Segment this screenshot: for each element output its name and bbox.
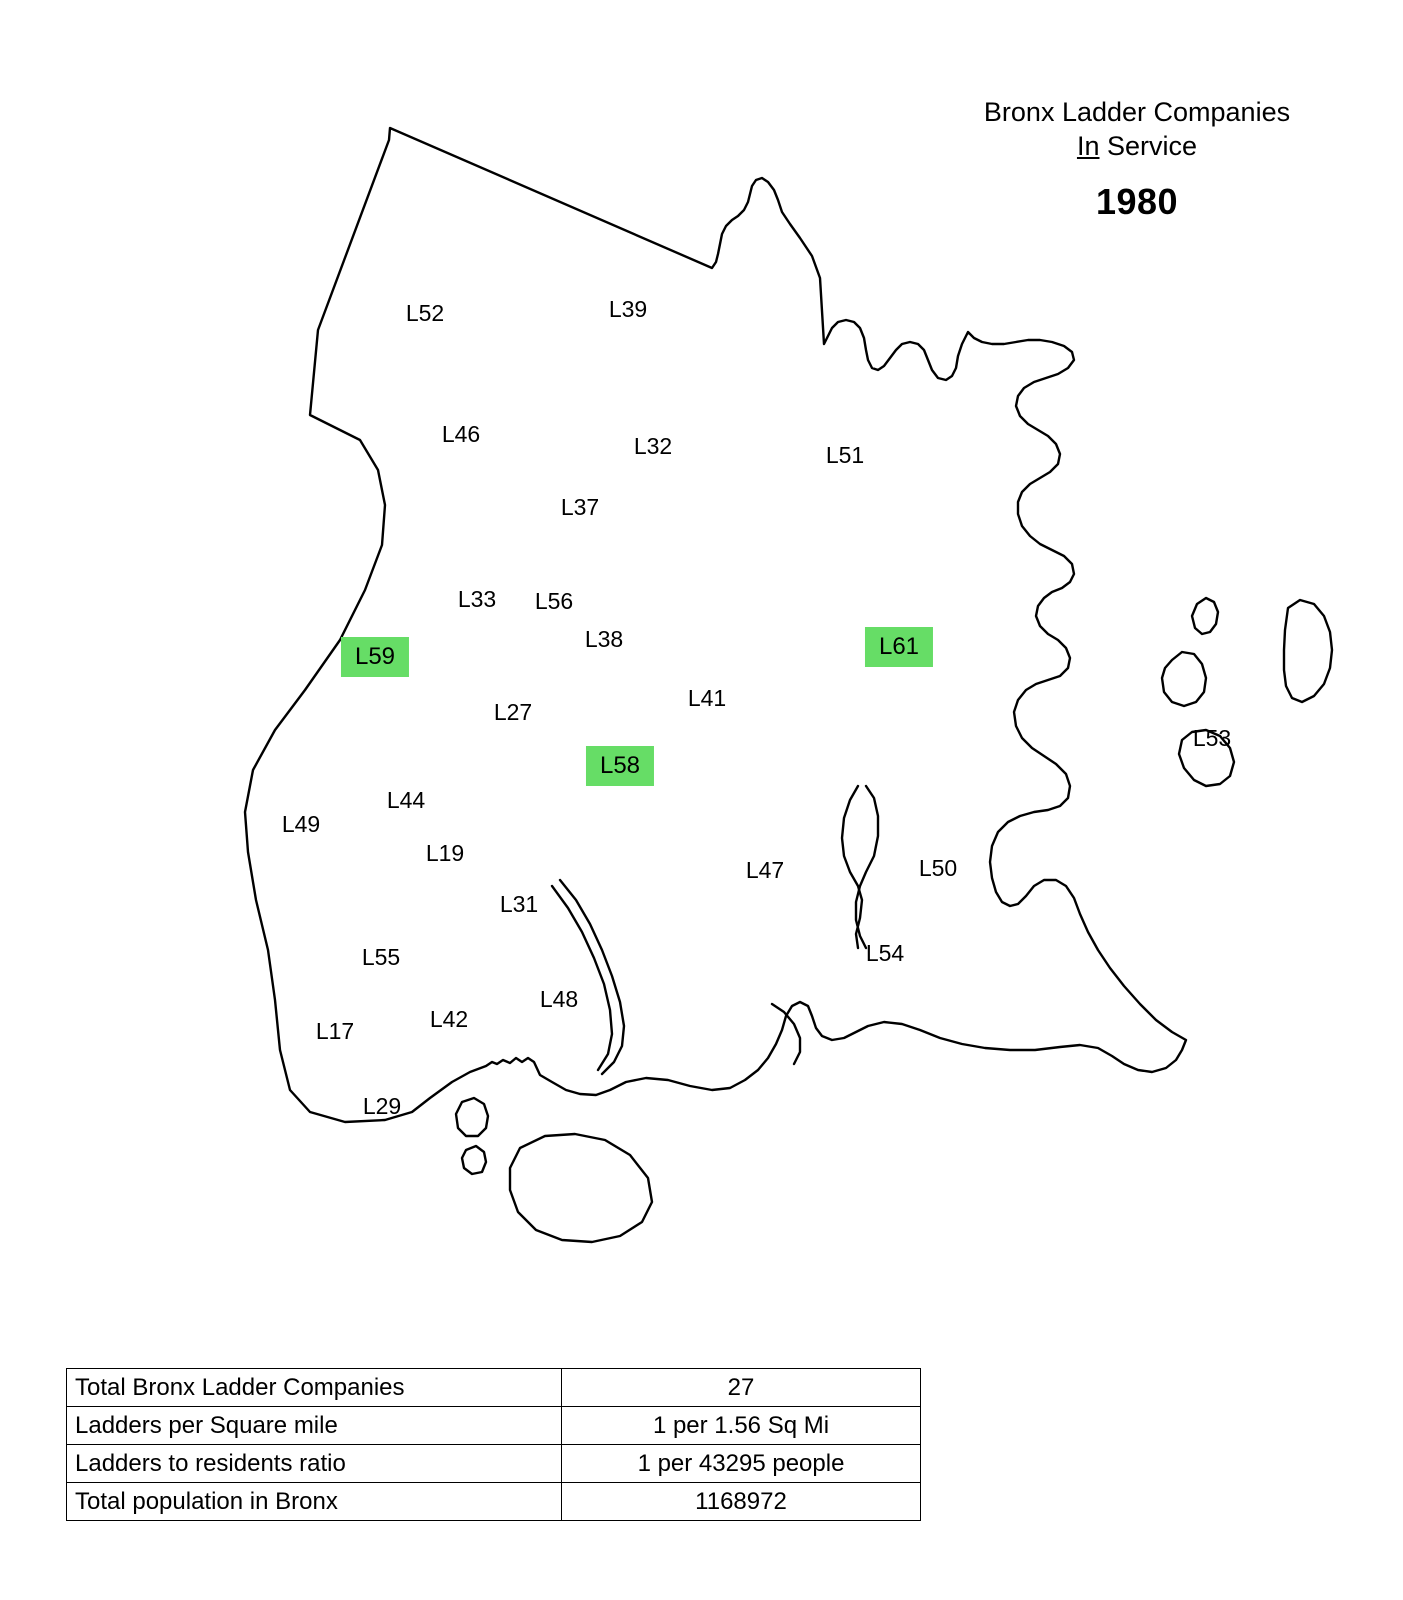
ladder-company-label: L51 — [825, 442, 865, 468]
ladder-company-label: L42 — [429, 1006, 469, 1032]
ladder-company-label: L39 — [608, 296, 648, 322]
table-row — [67, 1483, 921, 1521]
ladder-company-label: L55 — [361, 944, 401, 970]
map-title-line-2 — [957, 129, 1317, 163]
stat-label-cell: Total Bronx Ladder Companies — [67, 1369, 562, 1407]
ladder-company-label: L50 — [918, 855, 958, 881]
ladder-company-label: L44 — [386, 787, 426, 813]
ladder-company-label: L58 — [586, 746, 654, 786]
table-row — [67, 1407, 921, 1445]
summary-statistics-table — [66, 1368, 921, 1521]
map-title-year: 1980 — [1095, 181, 1179, 222]
ladder-company-label: L19 — [425, 840, 465, 866]
stat-value-cell: 27 — [562, 1369, 921, 1407]
stat-value-cell: 1 per 43295 people — [562, 1445, 921, 1483]
map-title-service-word: Service — [1099, 131, 1198, 161]
ladder-company-label: L61 — [865, 627, 933, 667]
ladder-company-label: L32 — [633, 433, 673, 459]
summary-statistics-body — [67, 1369, 921, 1521]
stat-label-cell: Ladders per Square mile — [67, 1407, 562, 1445]
map-title-in-word: In — [1076, 131, 1100, 161]
ladder-company-label: L38 — [584, 626, 624, 652]
stat-value-cell: 1 per 1.56 Sq Mi — [562, 1407, 921, 1445]
stat-value-cell: 1168972 — [562, 1483, 921, 1521]
ladder-company-label: L31 — [499, 891, 539, 917]
ladder-company-label: L27 — [493, 699, 533, 725]
ladder-company-label: L53 — [1192, 725, 1232, 751]
ladder-company-label: L17 — [315, 1018, 355, 1044]
stat-label-cell: Total population in Bronx — [67, 1483, 562, 1521]
ladder-company-label: L29 — [362, 1093, 402, 1119]
table-row — [67, 1369, 921, 1407]
stat-label-cell: Ladders to residents ratio — [67, 1445, 562, 1483]
map-title-block — [957, 95, 1317, 223]
ladder-company-label: L47 — [745, 857, 785, 883]
ladder-company-label: L41 — [687, 685, 727, 711]
table-row — [67, 1445, 921, 1483]
ladder-company-label: L33 — [457, 586, 497, 612]
ladder-company-label: L37 — [560, 494, 600, 520]
ladder-company-label: L49 — [281, 811, 321, 837]
map-title-line-1: Bronx Ladder Companies — [983, 97, 1291, 127]
ladder-company-label: L59 — [341, 637, 409, 677]
ladder-company-label: L54 — [865, 940, 905, 966]
ladder-company-label: L56 — [534, 588, 574, 614]
ladder-company-label: L52 — [405, 300, 445, 326]
ladder-company-label: L46 — [441, 421, 481, 447]
ladder-company-label: L48 — [539, 986, 579, 1012]
